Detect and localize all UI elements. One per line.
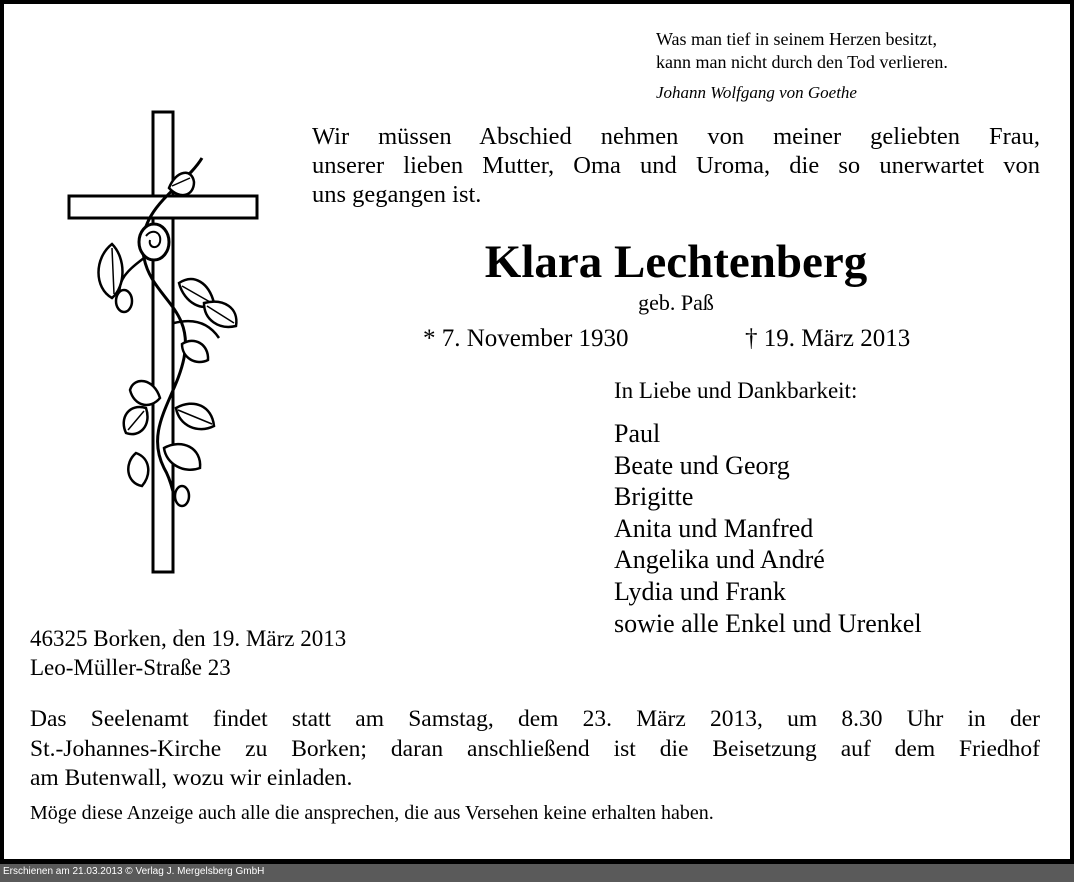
mourner-name: Brigitte [614,482,694,512]
street-address: Leo-Müller-Straße 23 [30,655,231,680]
intro-line-3: uns gegangen ist. [312,181,482,208]
mourner-name: Lydia und Frank [614,576,786,606]
service-line-3: am Butenwall, wozu wir einladen. [30,765,353,791]
mourner-name: Paul [614,419,661,448]
death-date: † 19. März 2013 [745,325,911,352]
quote-line-2: kann man nicht durch den Tod verlieren. [656,52,948,72]
mourner-name: Beate und Georg [614,450,790,480]
place-date: 46325 Borken, den 19. März 2013 [30,626,347,651]
birth-date: * 7. November 1930 [423,325,629,352]
mourners-heading: In Liebe und Dankbarkeit: [614,378,858,403]
deceased-name: Klara Lechtenberg [484,236,868,288]
quote-line-1: Was man tief in seinem Herzen besitzt, [656,29,937,49]
mourners-list [614,418,922,639]
intro-line-2: unserer lieben Mutter, Oma und Uroma, die so unerwartet von [312,152,1040,179]
mourner-name: Anita und Manfred [614,513,814,543]
service-line-2: St.-Johannes-Kirche zu Borken; daran anschließend ist die Beisetzung auf dem Friedhof [30,735,1040,762]
mourner-name: Angelika und André [614,545,825,575]
maiden-name: geb. Paß [638,290,714,315]
quote-author: Johann Wolfgang von Goethe [656,83,857,102]
address-block [30,624,346,682]
goethe-quote [656,28,948,74]
service-line-1: Das Seelenamt findet statt am Samstag, dem 23. März 2013, um 8.30 Uhr in der [30,706,1040,732]
cross-with-rose-icon [64,108,264,584]
mourner-name: sowie alle Enkel und Urenkel [614,608,922,638]
publication-footer: Erschienen am 21.03.2013 © Verlag J. Mergelsberg GmbH [3,866,265,877]
intro-text [312,122,1040,209]
intro-line-1: Wir müssen Abschied nehmen von meiner geliebten Frau, [312,123,1040,150]
service-details [30,705,1040,794]
closing-note: Möge diese Anzeige auch alle die ansprechen, die aus Versehen keine erhalten haben. [30,802,714,824]
